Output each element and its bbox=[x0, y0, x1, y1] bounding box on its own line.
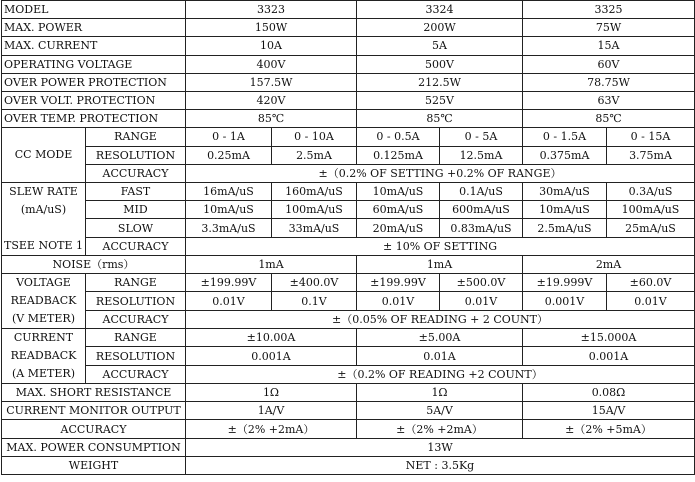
cc-accuracy-value: ±（0.2% OF SETTING +0.2% OF RANGE） bbox=[186, 164, 695, 182]
row-slew-fast bbox=[2, 182, 695, 200]
slew-mid-value: 10mA/uS bbox=[186, 201, 272, 219]
row-cc-range bbox=[2, 128, 695, 146]
voltage-readback-line1: VOLTAGE bbox=[16, 276, 71, 290]
v-resolution-value: 0.01V bbox=[357, 292, 440, 310]
over-power-3323: 157.5W bbox=[186, 73, 357, 91]
current-monitor-label: CURRENT MONITOR OUTPUT bbox=[2, 402, 186, 420]
a-range-label: RANGE bbox=[86, 329, 186, 347]
cc-resolution-value: 0.125mA bbox=[357, 146, 440, 164]
slew-fast-value: 16mA/uS bbox=[186, 182, 272, 200]
slew-slow-value: 20mA/uS bbox=[357, 219, 440, 237]
row-a-range bbox=[2, 329, 695, 347]
a-resolution-3325: 0.001A bbox=[523, 347, 695, 365]
row-over-volt bbox=[2, 91, 695, 109]
v-range-value: ±400.0V bbox=[272, 274, 357, 292]
monitor-accuracy-3323: ±（2% +2mA） bbox=[186, 420, 357, 438]
cc-resolution-label: RESOLUTION bbox=[86, 146, 186, 164]
voltage-readback-line3: (V METER) bbox=[12, 312, 75, 326]
slew-fast-value: 0.3A/uS bbox=[607, 182, 695, 200]
v-range-value: ±199.99V bbox=[357, 274, 440, 292]
slew-fast-value: 10mA/uS bbox=[357, 182, 440, 200]
operating-voltage-3325: 60V bbox=[523, 55, 695, 73]
max-current-3323: 10A bbox=[186, 37, 357, 55]
slew-mid-label: MID bbox=[86, 201, 186, 219]
max-power-3324: 200W bbox=[357, 19, 523, 37]
cc-mode-label: CC MODE bbox=[2, 128, 86, 183]
row-model bbox=[2, 1, 695, 19]
row-monitor-accuracy bbox=[2, 420, 695, 438]
power-consumption-label: MAX. POWER CONSUMPTION bbox=[2, 438, 186, 456]
max-power-3323: 150W bbox=[186, 19, 357, 37]
cc-resolution-value: 2.5mA bbox=[272, 146, 357, 164]
cc-range-value: 0 - 1.5A bbox=[523, 128, 607, 146]
operating-voltage-label: OPERATING VOLTAGE bbox=[2, 55, 186, 73]
cc-range-value: 0 - 5A bbox=[440, 128, 523, 146]
current-monitor-3325: 15A/V bbox=[523, 402, 695, 420]
a-resolution-3323: 0.001A bbox=[186, 347, 357, 365]
v-accuracy-value: ±（0.05% OF READING + 2 COUNT） bbox=[186, 310, 695, 328]
power-consumption-value: 13W bbox=[186, 438, 695, 456]
monitor-accuracy-label: ACCURACY bbox=[2, 420, 186, 438]
over-temp-3323: 85℃ bbox=[186, 110, 357, 128]
noise-label: NOISE（rms） bbox=[2, 255, 186, 273]
over-power-3325: 78.75W bbox=[523, 73, 695, 91]
short-resistance-label: MAX. SHORT RESISTANCE bbox=[2, 384, 186, 402]
current-readback-line3: (A METER) bbox=[12, 367, 75, 381]
over-temp-3324: 85℃ bbox=[357, 110, 523, 128]
row-v-accuracy bbox=[2, 310, 695, 328]
short-resistance-3323: 1Ω bbox=[186, 384, 357, 402]
over-power-3324: 212.5W bbox=[357, 73, 523, 91]
slew-fast-value: 0.1A/uS bbox=[440, 182, 523, 200]
weight-label: WEIGHT bbox=[2, 456, 186, 474]
slew-fast-label: FAST bbox=[86, 182, 186, 200]
current-readback-line2: READBACK bbox=[10, 349, 77, 363]
slew-mid-value: 600mA/uS bbox=[440, 201, 523, 219]
slew-slow-value: 0.83mA/uS bbox=[440, 219, 523, 237]
a-range-3325: ±15.000A bbox=[523, 329, 695, 347]
operating-voltage-3324: 500V bbox=[357, 55, 523, 73]
slew-slow-value: 3.3mA/uS bbox=[186, 219, 272, 237]
v-range-value: ±60.0V bbox=[607, 274, 695, 292]
max-power-label: MAX. POWER bbox=[2, 19, 186, 37]
row-v-range bbox=[2, 274, 695, 292]
row-over-temp bbox=[2, 110, 695, 128]
model-label: MODEL bbox=[2, 1, 186, 19]
row-cc-resolution bbox=[2, 146, 695, 164]
over-volt-3324: 525V bbox=[357, 91, 523, 109]
v-range-value: ±500.0V bbox=[440, 274, 523, 292]
v-resolution-value: 0.001V bbox=[523, 292, 607, 310]
row-over-power bbox=[2, 73, 695, 91]
monitor-accuracy-3325: ±（2% +5mA） bbox=[523, 420, 695, 438]
cc-range-value: 0 - 1A bbox=[186, 128, 272, 146]
a-range-3323: ±10.00A bbox=[186, 329, 357, 347]
row-weight bbox=[2, 456, 695, 474]
slew-rate-label-line1: SLEW RATE bbox=[9, 184, 78, 198]
operating-voltage-3323: 400V bbox=[186, 55, 357, 73]
slew-slow-value: 25mA/uS bbox=[607, 219, 695, 237]
v-range-label: RANGE bbox=[86, 274, 186, 292]
v-range-value: ±19.999V bbox=[523, 274, 607, 292]
over-volt-label: OVER VOLT. PROTECTION bbox=[2, 91, 186, 109]
noise-3324: 1mA bbox=[357, 255, 523, 273]
current-readback-label bbox=[2, 329, 86, 384]
a-resolution-3324: 0.01A bbox=[357, 347, 523, 365]
cc-resolution-value: 0.375mA bbox=[523, 146, 607, 164]
model-3325: 3325 bbox=[523, 1, 695, 19]
weight-value: NET : 3.5Kg bbox=[186, 456, 695, 474]
over-volt-3323: 420V bbox=[186, 91, 357, 109]
row-current-monitor bbox=[2, 402, 695, 420]
over-power-label: OVER POWER PROTECTION bbox=[2, 73, 186, 91]
slew-mid-value: 100mA/uS bbox=[272, 201, 357, 219]
monitor-accuracy-3324: ±（2% +2mA） bbox=[357, 420, 523, 438]
row-slew-mid bbox=[2, 201, 695, 219]
cc-range-label: RANGE bbox=[86, 128, 186, 146]
slew-mid-value: 10mA/uS bbox=[523, 201, 607, 219]
slew-rate-note: TSEE NOTE 1 bbox=[4, 238, 83, 252]
over-temp-label: OVER TEMP. PROTECTION bbox=[2, 110, 186, 128]
slew-rate-label-line2: (mA/uS) bbox=[20, 202, 67, 216]
noise-3325: 2mA bbox=[523, 255, 695, 273]
row-operating-voltage bbox=[2, 55, 695, 73]
v-resolution-value: 0.01V bbox=[607, 292, 695, 310]
max-current-3325: 15A bbox=[523, 37, 695, 55]
row-short-resistance bbox=[2, 384, 695, 402]
model-3323: 3323 bbox=[186, 1, 357, 19]
slew-rate-label bbox=[2, 182, 86, 255]
slew-slow-label: SLOW bbox=[86, 219, 186, 237]
row-max-current bbox=[2, 37, 695, 55]
a-range-3324: ±5.00A bbox=[357, 329, 523, 347]
a-resolution-label: RESOLUTION bbox=[86, 347, 186, 365]
cc-resolution-value: 0.25mA bbox=[186, 146, 272, 164]
row-slew-slow bbox=[2, 219, 695, 237]
v-resolution-value: 0.1V bbox=[272, 292, 357, 310]
slew-mid-value: 100mA/uS bbox=[607, 201, 695, 219]
cc-resolution-value: 3.75mA bbox=[607, 146, 695, 164]
cc-range-value: 0 - 10A bbox=[272, 128, 357, 146]
row-max-power bbox=[2, 19, 695, 37]
current-readback-line1: CURRENT bbox=[13, 331, 74, 345]
row-noise bbox=[2, 255, 695, 273]
over-temp-3325: 85℃ bbox=[523, 110, 695, 128]
slew-slow-value: 33mA/uS bbox=[272, 219, 357, 237]
slew-slow-value: 2.5mA/uS bbox=[523, 219, 607, 237]
a-accuracy-value: ±（0.2% OF READING +2 COUNT） bbox=[186, 365, 695, 383]
short-resistance-3324: 1Ω bbox=[357, 384, 523, 402]
current-monitor-3324: 5A/V bbox=[357, 402, 523, 420]
a-accuracy-label: ACCURACY bbox=[86, 365, 186, 383]
cc-accuracy-label: ACCURACY bbox=[86, 164, 186, 182]
slew-fast-value: 160mA/uS bbox=[272, 182, 357, 200]
voltage-readback-line2: READBACK bbox=[10, 294, 77, 308]
v-resolution-value: 0.01V bbox=[440, 292, 523, 310]
max-current-label: MAX. CURRENT bbox=[2, 37, 186, 55]
row-v-resolution bbox=[2, 292, 695, 310]
noise-3323: 1mA bbox=[186, 255, 357, 273]
row-slew-accuracy bbox=[2, 237, 695, 255]
row-a-accuracy bbox=[2, 365, 695, 383]
row-a-resolution bbox=[2, 347, 695, 365]
model-3324: 3324 bbox=[357, 1, 523, 19]
v-resolution-label: RESOLUTION bbox=[86, 292, 186, 310]
cc-resolution-value: 12.5mA bbox=[440, 146, 523, 164]
v-accuracy-label: ACCURACY bbox=[86, 310, 186, 328]
current-monitor-3323: 1A/V bbox=[186, 402, 357, 420]
slew-accuracy-value: ± 10% OF SETTING bbox=[186, 237, 695, 255]
spec-table bbox=[1, 0, 695, 475]
voltage-readback-label bbox=[2, 274, 86, 329]
max-power-3325: 75W bbox=[523, 19, 695, 37]
cc-range-value: 0 - 0.5A bbox=[357, 128, 440, 146]
short-resistance-3325: 0.08Ω bbox=[523, 384, 695, 402]
slew-fast-value: 30mA/uS bbox=[523, 182, 607, 200]
cc-range-value: 0 - 15A bbox=[607, 128, 695, 146]
v-range-value: ±199.99V bbox=[186, 274, 272, 292]
max-current-3324: 5A bbox=[357, 37, 523, 55]
v-resolution-value: 0.01V bbox=[186, 292, 272, 310]
row-power-consumption bbox=[2, 438, 695, 456]
row-cc-accuracy bbox=[2, 164, 695, 182]
slew-mid-value: 60mA/uS bbox=[357, 201, 440, 219]
slew-accuracy-label: ACCURACY bbox=[86, 237, 186, 255]
over-volt-3325: 63V bbox=[523, 91, 695, 109]
